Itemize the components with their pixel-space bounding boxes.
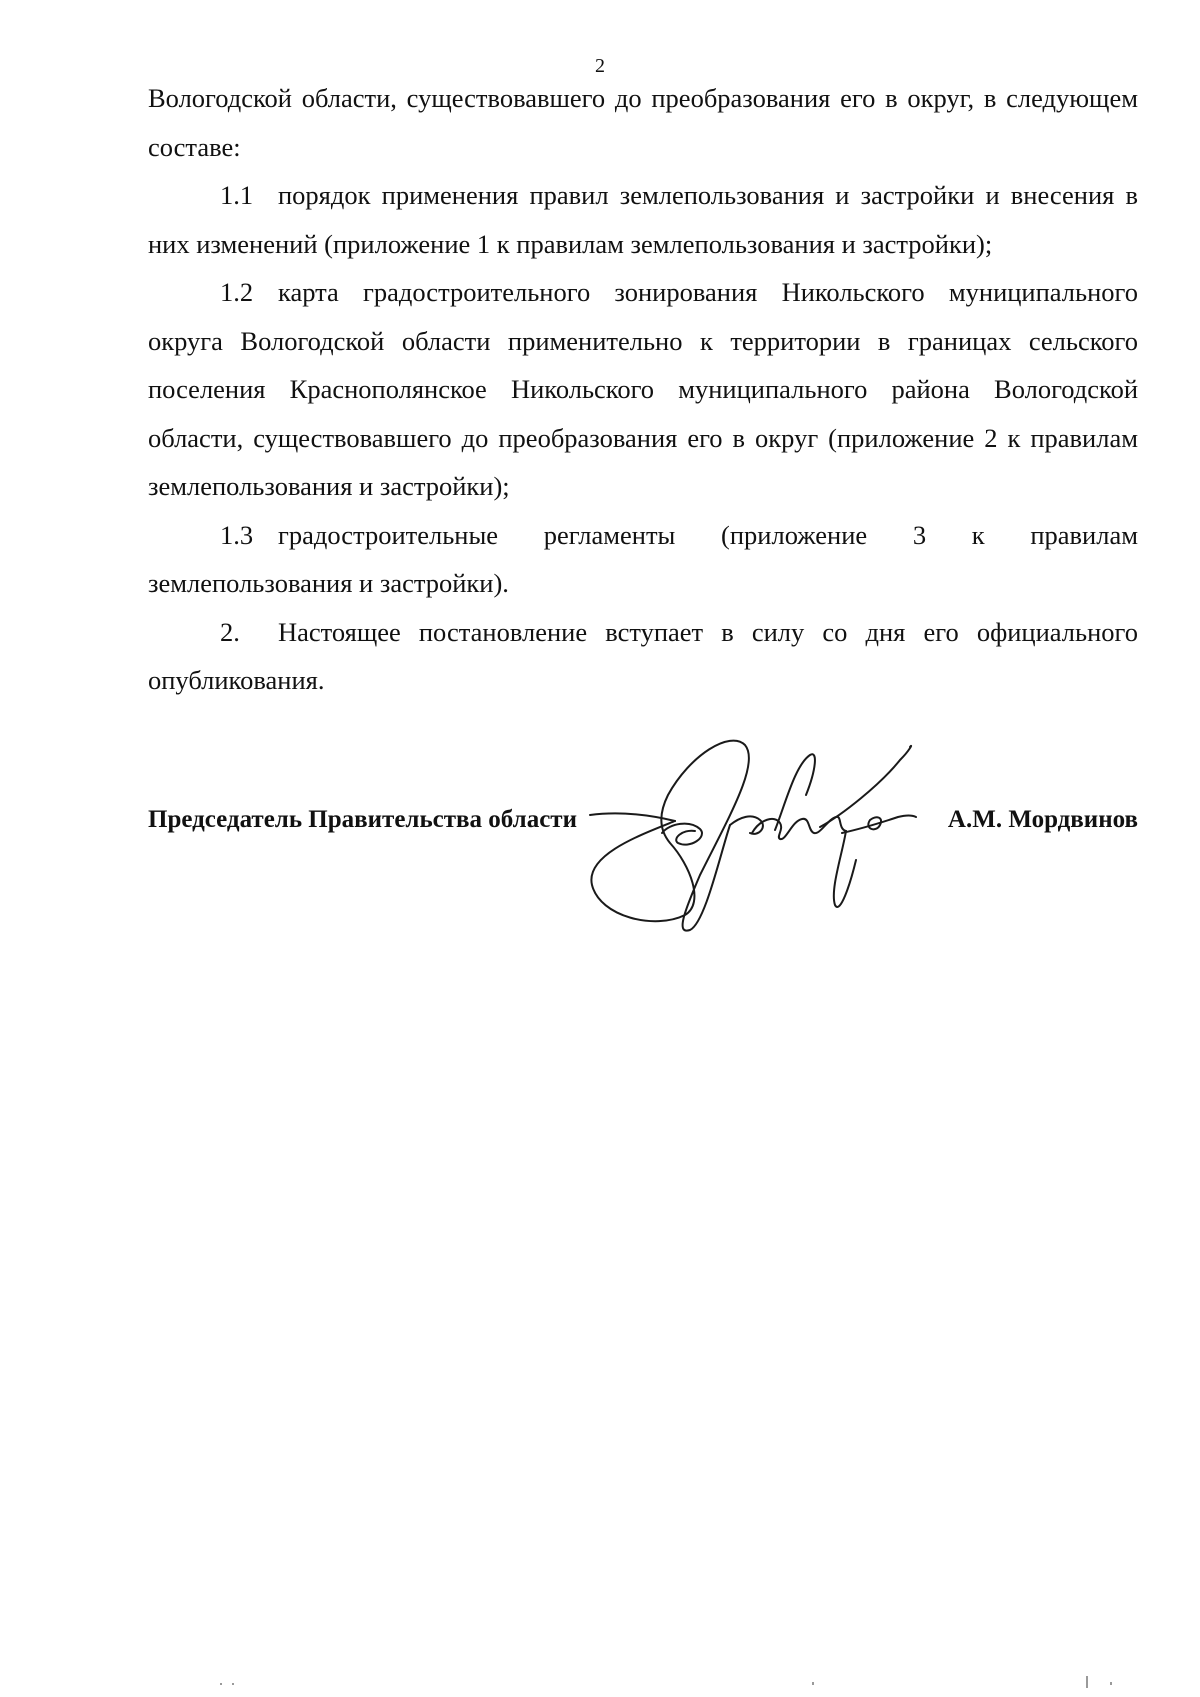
paragraph-text: карта градостроительного зонирования Никольского муниципального округа Вологодской области применительно к территории в границах сельского поселения Краснополянское Никольского муниципального района Вологодской области, существовавшего до преобразования его в округ (приложение 2 к правилам землепользования и застройки); [148, 277, 1138, 501]
paragraph-number: 1.1 [220, 180, 254, 210]
scan-artifacts [0, 1670, 1200, 1697]
paragraph-1-2 [148, 268, 1138, 511]
signatory-position: Председатель Правительства области [148, 806, 577, 833]
paragraph-text: порядок применения правил землепользования и застройки и внесения в них изменений (приложение 1 к правилам землепользования и застройки); [148, 180, 1138, 259]
paragraph-1-3 [148, 511, 1138, 608]
paragraph-text: Вологодской области, существовавшего до преобразования его в округ, в следующем составе: [148, 83, 1138, 162]
document-body [148, 74, 1138, 705]
handwritten-signature-icon [580, 725, 950, 935]
page-number: 2 [595, 55, 605, 77]
paragraph-text: Настоящее постановление вступает в силу со дня его официального опубликования. [148, 616, 1138, 695]
paragraph-continuation [148, 74, 1138, 171]
paragraph-number: 1.2 [220, 277, 254, 307]
paragraph-2 [148, 608, 1138, 705]
paragraph-1-1 [148, 171, 1138, 268]
paragraph-number: 1.3 [220, 519, 254, 550]
paragraph-text: градостроительные регламенты (приложение 3 к правилам землепользования и застройки). [148, 519, 1138, 598]
paragraph-number: 2. [220, 616, 240, 647]
signatory-name: А.М. Мордвинов [947, 806, 1138, 833]
